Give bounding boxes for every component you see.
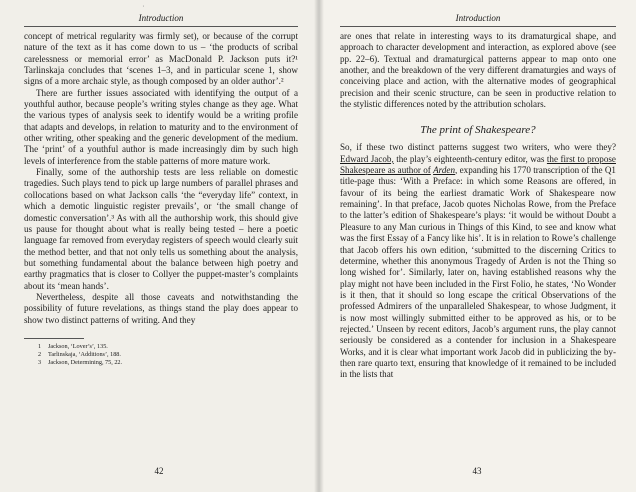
right-paragraph-1: are ones that relate in interesting ways to its dramaturgical shape, and approach to character development and interaction, as explored above (see pp. 22–6). Textual and dramaturgical patterns appear to map onto one another, and the breakdown of the very different dramaturgies and ways of conceiving place and action, with the alternative modes of geographical precision and their scenic structure, can be seen in productive relation to the stylistic differences noted by the attribution scholars. [340, 31, 616, 110]
footnotes [24, 343, 298, 368]
left-paragraph-3: Finally, some of the authorship tests are less reliable on domestic tragedies. Such plays tend to pick up large numbers of parallel phrases and collocations based on what Jackson calls ‘the “everyday life” context, in which a demotic linguistic register prevails’, or ‘the small change of domestic conversation’.³ As with all the authorship work, this should give us pause for thought about what is really being tested – here a poetic language far removed from everyday registers of speech would clearly suit the method better, and that not only tells us something about the analysis, but something fundamental about the balance between high poetry and earthy pragmatics that is closer to Collyer the puppet-master’s complaints about its ‘mean hands’. [24, 167, 298, 291]
footnote-3: 3 Jackson, Determining, 75, 22. [38, 359, 123, 367]
footnote-1: 1 Jackson, ‘Lover’s’, 135. [38, 342, 108, 350]
right-paragraph-2: So, if these two distinct patterns suggest two writers, who were they? Edward Jacob, the play’s eighteenth-century editor, was the first to propose Shakespeare as author of Arden, expanding his 1770 transcription of the Q1 title-page thus: ‘With a Preface: in which some Reasons are offered, in favour of its being the earliest dramatic Work of Shakespeare now remaining’. In that preface, Jacob quotes Nicholas Rowe, from the Preface to the latter’s edition of Shakespeare’s plays: ‘it would be without Doubt a Pleasure to any Man curious in Things of this Kind, to see and know what was the first Essay of a Fancy like his’. It is in relation to Rowe’s challenge that Jacob offers his own edition, ‘submitted to the discerning Critics to determine, whether this anonymous Tragedy of Arden is not the Thing so long wished for’. Similarly, later on, having established reasons why the play might not have been included in the First Folio, he states, ‘No Wonder is it then, that it should so long escape the critical Observations of the professed Admirers of the unparalleled Shakespear, to whose Judgment, it is now most willingly submitted either to be approved as his, or to be rejected.’ Unseen by recent editors, Jacob’s argument runs, the play cannot seriously be considered as a contender for inclusion in a Shakespeare Works, and it is clear what important work Jacob did in publicizing the by-then rare quarto text, ensuring that knowledge of it remained to be included in the lists that [340, 142, 616, 380]
left-running-head: Introduction [24, 13, 298, 27]
left-paragraph-1: concept of metrical regularity was firmly set), or because of the corrupt nature of the text as it has come down to us – ‘the products of scribal carelessness or memorial error’ as MacDonald P. Jackson puts it?¹ Tarlinskaja concludes that ‘scenes 1–3, and in particular scene 1, show signs of a more archaic style, as though composed by an older author’.² [24, 31, 298, 87]
underline-annotation-1: Edward Jacob, [340, 153, 394, 164]
right-page-number: 43 [472, 466, 482, 476]
underline-annotation-2: the first to propose Shakespeare as author of [340, 153, 616, 176]
left-paragraph-4: Nevertheless, despite all those caveats and notwithstanding the possibility of future revelations, as things stand the play does appear to show two distinct patterns of writing. And they [24, 291, 298, 325]
left-page-number: 42 [154, 466, 164, 476]
section-heading: The print of Shakespeare? [420, 124, 536, 137]
left-paragraph-2: There are further issues associated with identifying the output of a youthful author, because people’s writing styles change as they age. What the various types of analysis seek to identify would be a writing profile that adapts and develops, in relation to maturity and to the environment of other writing, other speaking and the generic development of the medium. The ‘print’ of a youthful author is made increasingly dim by such high levels of interference from the stable patterns of more mature work. [24, 87, 298, 166]
footnote-2: 2 Tarlinskaja, ‘Additions’, 188. [38, 351, 121, 359]
right-body-text [340, 31, 616, 110]
right-running-head: Introduction [340, 13, 616, 27]
scan-smudge: ˙ [142, 4, 145, 13]
book-gutter [314, 0, 324, 492]
title-arden: Arden [433, 165, 456, 176]
right-page [318, 0, 636, 492]
footnote-rule [24, 338, 84, 339]
left-body-text [24, 31, 298, 326]
right-body-text-2 [340, 142, 616, 380]
